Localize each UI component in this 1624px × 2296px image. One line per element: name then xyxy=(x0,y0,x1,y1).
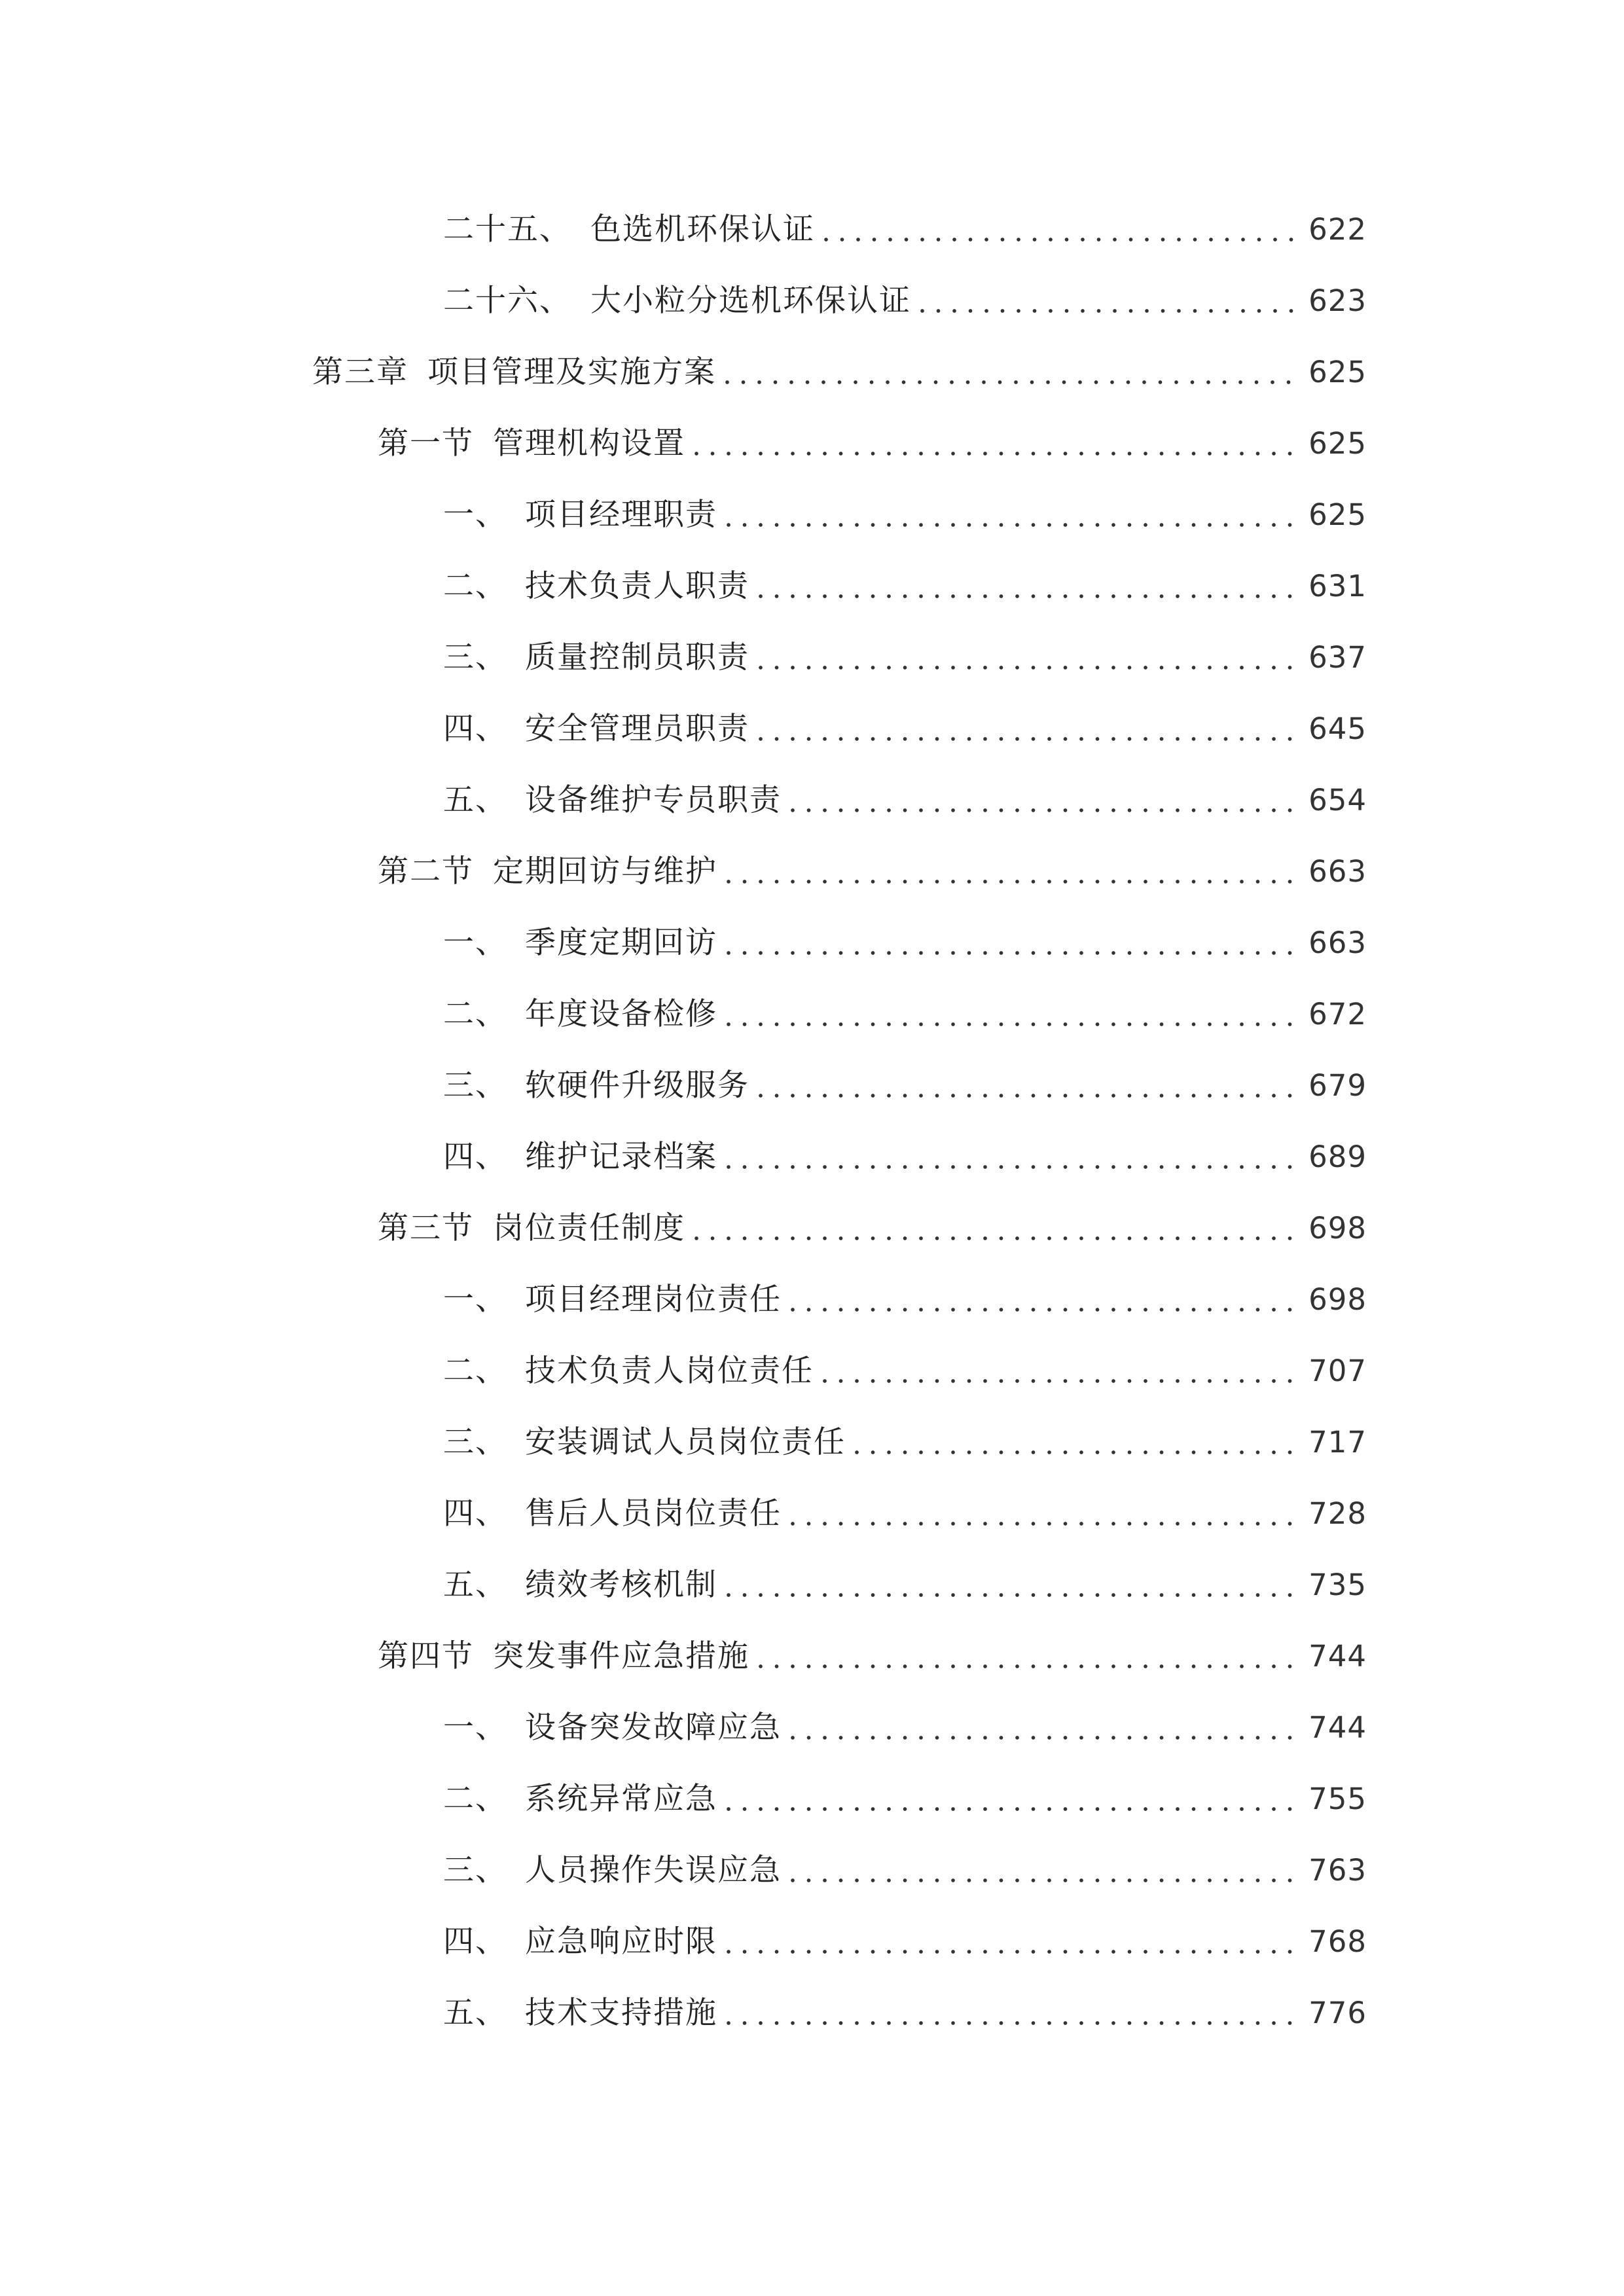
toc-entry-number: 第一节 xyxy=(378,425,474,461)
toc-entry-title: 绩效考核机制 xyxy=(525,1567,717,1603)
toc-entry[interactable] xyxy=(443,1702,1367,1754)
toc-entry-page: 717 xyxy=(1308,1425,1367,1460)
dot-leader xyxy=(791,1488,1299,1540)
toc-entry-title: 安全管理员职责 xyxy=(525,711,749,747)
toc-entry-number: 一、 xyxy=(443,925,507,961)
dot-leader xyxy=(725,346,1299,399)
toc-entry-number: 四、 xyxy=(443,1924,507,1960)
toc-entry-number: 第四节 xyxy=(378,1638,474,1674)
toc-entry-number: 三、 xyxy=(443,1067,507,1103)
toc-entry-page: 728 xyxy=(1308,1496,1367,1531)
toc-entry-number: 四、 xyxy=(443,711,507,747)
dot-leader xyxy=(727,1987,1299,2039)
toc-entry-page: 768 xyxy=(1308,1924,1367,1959)
toc-entry-page: 654 xyxy=(1308,783,1367,817)
toc-entry[interactable] xyxy=(443,1773,1367,1825)
dot-leader xyxy=(759,1630,1299,1683)
toc-entry[interactable] xyxy=(443,489,1367,541)
toc-entry-title: 设备突发故障应急 xyxy=(525,1710,782,1746)
toc-entry[interactable] xyxy=(443,917,1367,969)
toc-entry-page: 663 xyxy=(1308,925,1367,960)
toc-entry[interactable] xyxy=(443,1559,1367,1611)
toc-entry[interactable] xyxy=(443,774,1367,827)
toc-entry[interactable] xyxy=(443,1488,1367,1540)
toc-entry[interactable] xyxy=(443,703,1367,755)
toc-entry-title: 质量控制员职责 xyxy=(525,639,749,675)
toc-entry-number: 三、 xyxy=(443,639,507,675)
toc-entry-number: 一、 xyxy=(443,497,507,533)
toc-entry-title: 技术支持措施 xyxy=(525,1995,717,2031)
toc-entry-number: 第三章 xyxy=(312,354,408,390)
toc-entry-section[interactable] xyxy=(378,1202,1367,1255)
toc-entry-page: 622 xyxy=(1308,212,1367,247)
dot-leader xyxy=(695,418,1299,470)
toc-entry-number: 一、 xyxy=(443,1710,507,1746)
toc-entry-page: 744 xyxy=(1308,1710,1367,1745)
toc-entry-title: 岗位责任制度 xyxy=(493,1210,685,1246)
toc-entry-number: 一、 xyxy=(443,1282,507,1318)
toc-entry-number: 二、 xyxy=(443,1353,507,1389)
toc-entry-page: 735 xyxy=(1308,1568,1367,1602)
toc-entry-page: 755 xyxy=(1308,1782,1367,1816)
toc-entry-title: 色选机环保认证 xyxy=(590,211,815,247)
toc-entry-page: 623 xyxy=(1308,283,1367,318)
toc-entry[interactable] xyxy=(443,1987,1367,2039)
toc-entry-page: 625 xyxy=(1308,426,1367,461)
toc-entry-title: 大小粒分选机环保认证 xyxy=(590,283,911,319)
toc-entry-title: 突发事件应急措施 xyxy=(493,1638,749,1674)
toc-entry-number: 五、 xyxy=(443,1995,507,2031)
toc-entry-number: 三、 xyxy=(443,1852,507,1888)
dot-leader xyxy=(791,1702,1299,1754)
toc-entry-title: 软硬件升级服务 xyxy=(525,1067,749,1103)
toc-entry-page: 672 xyxy=(1308,997,1367,1031)
toc-entry[interactable] xyxy=(443,560,1367,613)
toc-entry-number: 二十五、 xyxy=(443,211,571,247)
toc-entry-title: 人员操作失误应急 xyxy=(525,1852,782,1888)
toc-entry[interactable] xyxy=(443,1916,1367,1968)
toc-entry-section[interactable] xyxy=(378,1630,1367,1683)
toc-entry-title: 技术负责人职责 xyxy=(525,568,749,604)
toc-entry-title: 季度定期回访 xyxy=(525,925,717,961)
toc-entry-number: 二十六、 xyxy=(443,283,571,319)
dot-leader xyxy=(695,1202,1299,1255)
dot-leader xyxy=(759,703,1299,755)
dot-leader xyxy=(727,917,1299,969)
dot-leader xyxy=(855,1416,1299,1469)
toc-entry[interactable] xyxy=(443,1274,1367,1326)
toc-entry-page: 679 xyxy=(1308,1068,1367,1103)
dot-leader xyxy=(727,1916,1299,1968)
toc-entry-number: 第三节 xyxy=(378,1210,474,1246)
dot-leader xyxy=(727,1559,1299,1611)
toc-entry-title: 定期回访与维护 xyxy=(493,853,717,889)
dot-leader xyxy=(823,1345,1299,1397)
toc-entry[interactable] xyxy=(443,1844,1367,1897)
toc-entry-number: 二、 xyxy=(443,996,507,1032)
toc-entry-title: 管理机构设置 xyxy=(493,425,685,461)
toc-entry-number: 第二节 xyxy=(378,853,474,889)
toc-entry-title: 设备维护专员职责 xyxy=(525,782,782,818)
toc-entry-page: 631 xyxy=(1308,569,1367,603)
toc-entry-number: 三、 xyxy=(443,1424,507,1460)
toc-entry[interactable] xyxy=(443,1060,1367,1112)
toc-entry-number: 二、 xyxy=(443,568,507,604)
toc-entry-number: 四、 xyxy=(443,1496,507,1532)
toc-entry-number: 二、 xyxy=(443,1781,507,1817)
toc-entry-page: 707 xyxy=(1308,1354,1367,1388)
toc-entry-number: 五、 xyxy=(443,1567,507,1603)
dot-leader xyxy=(759,632,1299,684)
dot-leader xyxy=(727,1131,1299,1183)
toc-entry-title: 安装调试人员岗位责任 xyxy=(525,1424,846,1460)
toc-entry-page: 625 xyxy=(1308,355,1367,389)
toc-entry-title: 应急响应时限 xyxy=(525,1924,717,1960)
toc-entry-title: 维护记录档案 xyxy=(525,1139,717,1175)
toc-entry-page: 776 xyxy=(1308,1996,1367,2030)
toc-entry-number: 五、 xyxy=(443,782,507,818)
toc-entry[interactable] xyxy=(443,204,1367,256)
toc-entry-page: 698 xyxy=(1308,1282,1367,1317)
dot-leader xyxy=(920,275,1299,327)
toc-entry-title: 项目经理职责 xyxy=(525,497,717,533)
toc-entry-page: 698 xyxy=(1308,1211,1367,1246)
toc-entry[interactable] xyxy=(443,1416,1367,1469)
toc-entry-number: 四、 xyxy=(443,1139,507,1175)
toc-entry[interactable] xyxy=(443,632,1367,684)
dot-leader xyxy=(727,1773,1299,1825)
toc-entry-page: 763 xyxy=(1308,1853,1367,1888)
dot-leader xyxy=(727,489,1299,541)
toc-entry-page: 637 xyxy=(1308,640,1367,675)
toc-entry-title: 售后人员岗位责任 xyxy=(525,1496,782,1532)
dot-leader xyxy=(727,988,1299,1041)
dot-leader xyxy=(727,846,1299,898)
toc-entry-chapter[interactable] xyxy=(312,346,1367,399)
toc-entry[interactable] xyxy=(443,275,1367,327)
toc-entry-title: 系统异常应急 xyxy=(525,1781,717,1817)
toc-entry-title: 技术负责人岗位责任 xyxy=(525,1353,814,1389)
dot-leader xyxy=(759,560,1299,613)
toc-entry-title: 年度设备检修 xyxy=(525,996,717,1032)
toc-entry-section[interactable] xyxy=(378,846,1367,898)
toc-entry-section[interactable] xyxy=(378,418,1367,470)
toc-entry-page: 744 xyxy=(1308,1639,1367,1674)
dot-leader xyxy=(791,1844,1299,1897)
dot-leader xyxy=(759,1060,1299,1112)
toc-entry[interactable] xyxy=(443,1345,1367,1397)
toc-entry-title: 项目经理岗位责任 xyxy=(525,1282,782,1318)
toc-entry-page: 645 xyxy=(1308,711,1367,746)
dot-leader xyxy=(791,774,1299,827)
toc-entry[interactable] xyxy=(443,988,1367,1041)
dot-leader xyxy=(824,204,1299,256)
toc-entry-title: 项目管理及实施方案 xyxy=(427,354,716,390)
toc-entry-page: 663 xyxy=(1308,854,1367,889)
toc-entry-page: 689 xyxy=(1308,1139,1367,1174)
toc-entry-page: 625 xyxy=(1308,497,1367,532)
dot-leader xyxy=(791,1274,1299,1326)
toc-entry[interactable] xyxy=(443,1131,1367,1183)
